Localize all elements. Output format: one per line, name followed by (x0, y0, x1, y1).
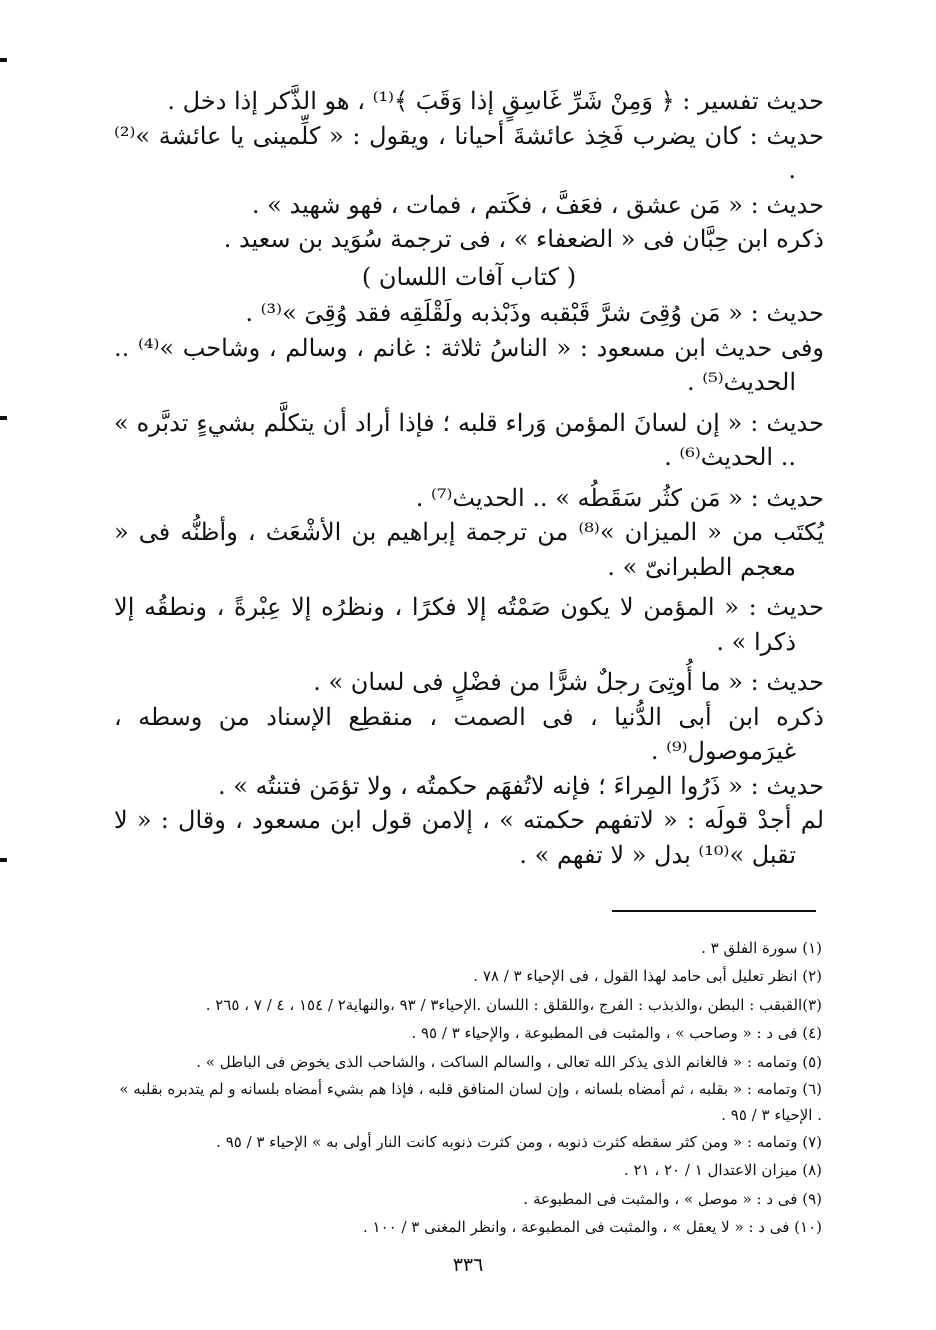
paragraph: حديث : « ما أُوتِىَ رجلٌ شرًّا من فضْلٍ فى لسان » . (313, 668, 824, 696)
paragraph: حديث : « مَن عشق ، فعَفَّ ، فكَتم ، فمات ، فهو شهيد » . (251, 190, 824, 219)
paragraph: حديث : « المؤمن لا يكون صَمْتُه إلا فكرًا ، ونظرُه إلا عِبْرةً ، ونطقُه إلا ذكرا » . (114, 593, 824, 656)
footnote: (٦) وتمامه : « بقلبه ، ثم أمضاه بلسانه ، وإن لسان المنافق قلبه ، فإذا هم بشيء أمضاه بلسانه و لم يتدبره بقلبه » . الإحياء ٣ / ٩٥ . (119, 1080, 822, 1125)
paragraph: لم أجدْ قولَه : « لاتفهم حكمته » ، إلامن قول ابن مسعود ، وقال : « لا تقبل »⁽¹⁰⁾ بدل « لا تفهم » . (114, 806, 824, 869)
footnote: (١) سورة الفلق ٣ . (701, 939, 822, 957)
paragraph: حديث : « مَن كثُر سَقَطُه » .. الحديث⁽⁷⁾ . (415, 483, 824, 512)
page-number: ٣٣٦ (452, 1254, 484, 1276)
footnote: (٢) انظر تعليل أبى حامد لهذا القول ، فى الإحياء ٣ / ٧٨ . (473, 967, 822, 986)
paragraph: ذكره ابن حِبَّان فى « الضعفاء » ، فى ترجمة سُوَيد بن سعيد . (223, 225, 824, 253)
binding-mark (0, 858, 7, 862)
footnote: (٥) وتمامه : « فالغانم الذى يذكر الله تعالى ، والسالم الساكت ، والشاحب الذى يخوض فى الباطل » . (196, 1052, 822, 1071)
footnote: (٤) فى د : « وصاحب » ، والمثبت فى المطبوعة ، والإحياء ٣ / ٩٥ . (411, 1024, 822, 1043)
main-text (114, 84, 824, 872)
paragraph: حديث : « ذَرُوا المِراءَ ؛ فإنه لاتُفهَم حكمتُه ، ولا تؤمَن فتنتُه » . (217, 771, 824, 800)
paragraph: وفى حديث ابن مسعود : « الناسُ ثلاثة : غانم ، وسالم ، وشاحب »⁽⁴⁾ .. الحديث⁽⁵⁾ . (114, 333, 825, 396)
paragraph: حديث : كان يضرب فَخِذ عائشةَ أحيانا ، ويقول : « كلِّمينى يا عائشة »⁽²⁾ . (114, 121, 824, 184)
footnote: (٧) وتمامه : « ومن كثر سقطه كثرت ذنوبه ، ومن كثرت ذنوبه كانت النار أولى به » الإحياء ٣ / ٩٥ . (216, 1133, 822, 1152)
binding-mark (0, 416, 7, 420)
footnote: (٣)القبقب : البطن ،والذبذب : الفرج ،واللقلق : اللسان .الإحياء٣ / ٩٣ ،والنهاية٢ / ١٥٤ ، ٤ / ٧ ، ٢٦٥ . (205, 995, 822, 1014)
binding-mark (0, 58, 7, 62)
footnote: (١٠) فى د : « لا يعقل » ، والمثبت فى المطبوعة ، وانظر المغنى ٣ / ١٠٠ . (362, 1218, 822, 1237)
paragraph: حديث : « مَن وُقِىَ شرَّ قَبْقبه وذَبْذبه ولَقْلَقِه فقد وُقِىَ »⁽³⁾ . (245, 299, 824, 327)
paragraph: ذكره ابن أبى الدُّنيا ، فى الصمت ، منقطِع الإسناد من وسطه ، غيرَموصول⁽⁹⁾ . (114, 702, 824, 765)
footnote: (٩) فى د : « موصل » ، والمثبت فى المطبوعة . (523, 1189, 822, 1208)
footnote: (٨) ميزان الاعتدال ١ / ٢٠ ، ٢١ . (623, 1161, 822, 1180)
footnotes (112, 934, 822, 1242)
footnote-divider (612, 910, 816, 912)
paragraph: حديث : « إن لسانَ المؤمن وَراء قلبه ؛ فإذا أراد أن يتكلَّم بشيءٍ تدبَّره » .. الحديث⁽⁶⁾ . (114, 408, 824, 471)
paragraph: حديث تفسير : ﴿ وَمِنْ شَرِّ غَاسِقٍ إذا وَقَبَ ﴾⁽¹⁾ ، هو الذَّكر إذا دخل . (167, 87, 824, 115)
paragraph: يُكتَب من « الميزان »⁽⁸⁾ من ترجمة إبراهيم بن الأشْعَث ، وأظنُّه فى « معجم الطبرانىّ » . (114, 518, 824, 581)
section-heading: ( كتاب آفات اللسان ) (361, 262, 577, 291)
